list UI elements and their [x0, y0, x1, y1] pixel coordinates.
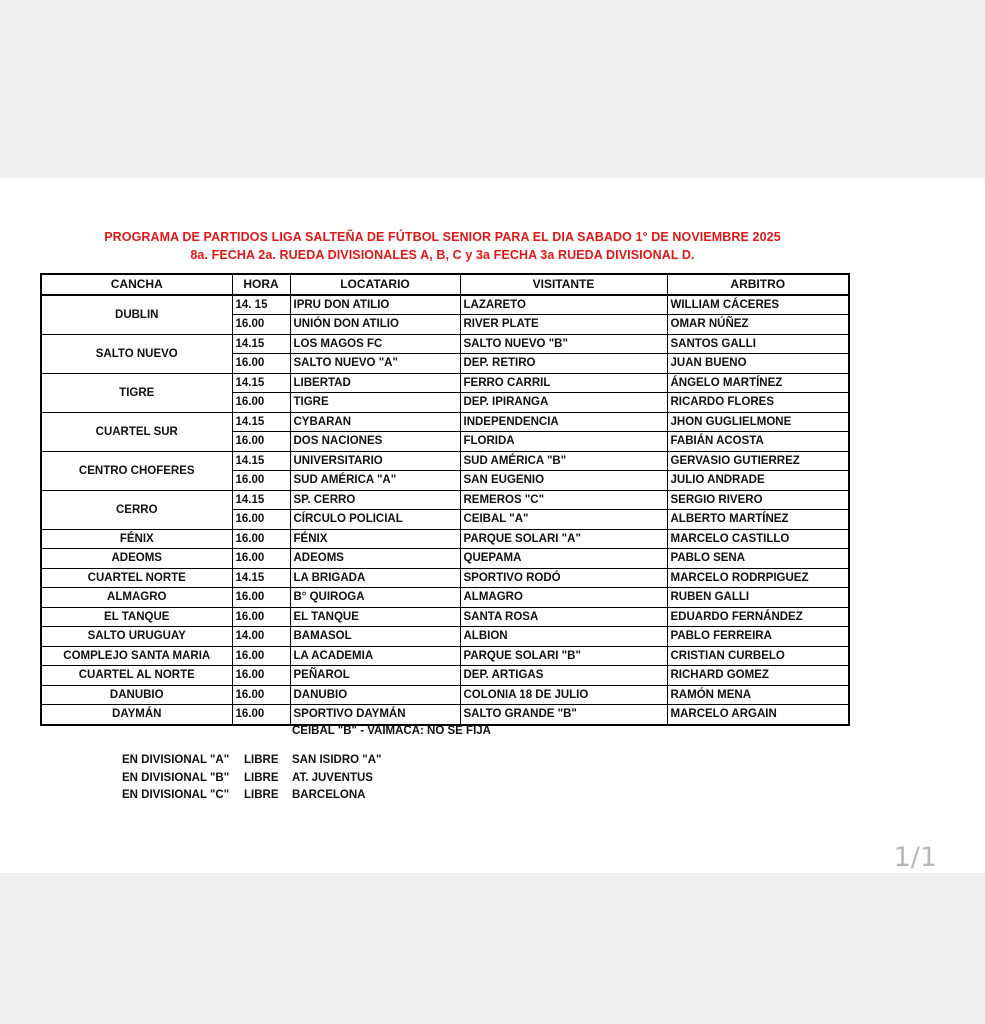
arbitro-cell: RAMÓN MENA — [667, 685, 849, 705]
table-row — [41, 666, 849, 686]
arbitro-cell: ALBERTO MARTÍNEZ — [667, 510, 849, 530]
locatario-cell: IPRU DON ATILIO — [290, 295, 460, 315]
hora-cell: 14.00 — [232, 627, 290, 647]
visitante-cell: FERRO CARRIL — [460, 373, 667, 393]
cancha-cell: TIGRE — [41, 373, 232, 412]
fixture-body — [41, 295, 849, 725]
cancha-cell: DAYMÁN — [41, 705, 232, 725]
libre-divisional: EN DIVISIONAL "C" — [122, 789, 230, 801]
arbitro-cell: WILLIAM CÁCERES — [667, 295, 849, 315]
libre-divisional: EN DIVISIONAL "B" — [122, 771, 230, 784]
locatario-cell: ADEOMS — [290, 549, 460, 569]
locatario-cell: FÉNIX — [290, 529, 460, 549]
arbitro-cell: RICARDO FLORES — [667, 393, 849, 413]
hora-cell: 14.15 — [232, 412, 290, 432]
hora-cell: 16.00 — [232, 685, 290, 705]
visitante-cell: RIVER PLATE — [460, 315, 667, 335]
table-row — [41, 588, 849, 608]
hora-cell: 14. 15 — [232, 295, 290, 315]
locatario-cell: BAMASOL — [290, 627, 460, 647]
hora-cell: 16.00 — [232, 432, 290, 452]
visitante-cell: DEP. ARTIGAS — [460, 666, 667, 686]
table-row — [41, 373, 849, 393]
hora-cell: 16.00 — [232, 607, 290, 627]
locatario-cell: LIBERTAD — [290, 373, 460, 393]
title-line-1: PROGRAMA DE PARTIDOS LIGA SALTEÑA DE FÚTBOL SENIOR PARA EL DIA SABADO 1° DE NOVIEMBRE 2025 — [104, 230, 781, 244]
visitante-cell: SPORTIVO RODÓ — [460, 568, 667, 588]
cancha-cell: ADEOMS — [41, 549, 232, 569]
locatario-cell: SP. CERRO — [290, 490, 460, 510]
table-row — [41, 295, 849, 315]
title-line-2: 8a. FECHA 2a. RUEDA DIVISIONALES A, B, C y 3a FECHA 3a RUEDA DIVISIONAL D. — [190, 248, 695, 262]
visitante-cell: ALMAGRO — [460, 588, 667, 608]
table-row — [41, 568, 849, 588]
arbitro-cell: JULIO ANDRADE — [667, 471, 849, 491]
cancha-cell: CENTRO CHOFERES — [41, 451, 232, 490]
visitante-cell: PARQUE SOLARI "B" — [460, 646, 667, 666]
fixture-table — [40, 273, 850, 726]
locatario-cell: SUD AMÉRICA "A" — [290, 471, 460, 491]
hora-cell: 14.15 — [232, 451, 290, 471]
locatario-cell: DANUBIO — [290, 685, 460, 705]
cancha-cell: SALTO NUEVO — [41, 334, 232, 373]
table-row — [41, 685, 849, 705]
arbitro-cell: RICHARD GOMEZ — [667, 666, 849, 686]
visitante-cell: FLORIDA — [460, 432, 667, 452]
visitante-cell: DEP. RETIRO — [460, 354, 667, 374]
arbitro-cell: JUAN BUENO — [667, 354, 849, 374]
libres-list — [122, 754, 382, 807]
table-row — [41, 705, 849, 725]
visitante-cell: CEIBAL "A" — [460, 510, 667, 530]
libre-row — [122, 754, 382, 772]
arbitro-cell: SERGIO RIVERO — [667, 490, 849, 510]
libre-team: SAN ISIDRO "A" — [292, 754, 382, 766]
cancha-cell: CUARTEL SUR — [41, 412, 232, 451]
arbitro-cell: PABLO SENA — [667, 549, 849, 569]
arbitro-cell: FABIÁN ACOSTA — [667, 432, 849, 452]
visitante-cell: QUEPAMA — [460, 549, 667, 569]
arbitro-cell: MARCELO RODRPIGUEZ — [667, 568, 849, 588]
hora-cell: 16.00 — [232, 393, 290, 413]
table-row — [41, 627, 849, 647]
hora-cell: 16.00 — [232, 510, 290, 530]
visitante-cell: LAZARETO — [460, 295, 667, 315]
arbitro-cell: PABLO FERREIRA — [667, 627, 849, 647]
table-row — [41, 334, 849, 354]
arbitro-cell: CRISTIAN CURBELO — [667, 646, 849, 666]
cancha-cell: EL TANQUE — [41, 607, 232, 627]
hora-cell: 16.00 — [232, 705, 290, 725]
arbitro-cell: GERVASIO GUTIERREZ — [667, 451, 849, 471]
arbitro-cell: SANTOS GALLI — [667, 334, 849, 354]
cancha-cell: ALMAGRO — [41, 588, 232, 608]
locatario-cell: UNIVERSITARIO — [290, 451, 460, 471]
cancha-cell: CUARTEL NORTE — [41, 568, 232, 588]
locatario-cell: CÍRCULO POLICIAL — [290, 510, 460, 530]
table-row — [41, 412, 849, 432]
cancha-cell: DANUBIO — [41, 685, 232, 705]
hora-cell: 14.15 — [232, 373, 290, 393]
libre-word: LIBRE — [244, 771, 279, 784]
libre-team: AT. JUVENTUS — [292, 771, 373, 784]
locatario-cell: CYBARAN — [290, 412, 460, 432]
table-row — [41, 607, 849, 627]
visitante-cell: SUD AMÉRICA "B" — [460, 451, 667, 471]
libre-word: LIBRE — [244, 789, 279, 801]
locatario-cell: SPORTIVO DAYMÁN — [290, 705, 460, 725]
hora-cell: 16.00 — [232, 354, 290, 374]
locatario-cell: PEÑAROL — [290, 666, 460, 686]
libre-row — [122, 789, 382, 807]
locatario-cell: SALTO NUEVO "A" — [290, 354, 460, 374]
libre-word: LIBRE — [244, 754, 279, 766]
note-text: CEIBAL "B" - VAIMACA: NO SE FIJA — [292, 725, 491, 737]
hora-cell: 14.15 — [232, 568, 290, 588]
visitante-cell: REMEROS "C" — [460, 490, 667, 510]
col-cancha-header: CANCHA — [41, 274, 232, 295]
locatario-cell: LA ACADEMIA — [290, 646, 460, 666]
table-row — [41, 646, 849, 666]
col-hora-header: HORA — [232, 274, 290, 295]
cancha-cell: CUARTEL AL NORTE — [41, 666, 232, 686]
cancha-cell: CERRO — [41, 490, 232, 529]
locatario-cell: LOS MAGOS FC — [290, 334, 460, 354]
document-page — [0, 178, 985, 873]
table-row — [41, 490, 849, 510]
arbitro-cell: MARCELO CASTILLO — [667, 529, 849, 549]
arbitro-cell: OMAR NÚÑEZ — [667, 315, 849, 335]
table-row — [41, 451, 849, 471]
cancha-cell: FÉNIX — [41, 529, 232, 549]
visitante-cell: COLONIA 18 DE JULIO — [460, 685, 667, 705]
locatario-cell: B° QUIROGA — [290, 588, 460, 608]
visitante-cell: ALBION — [460, 627, 667, 647]
page-counter: 1/1 — [893, 842, 937, 873]
locatario-cell: UNIÓN DON ATILIO — [290, 315, 460, 335]
table-row — [41, 529, 849, 549]
libre-team: BARCELONA — [292, 789, 366, 801]
visitante-cell: SALTO GRANDE "B" — [460, 705, 667, 725]
col-visitante-header: VISITANTE — [460, 274, 667, 295]
libre-row — [122, 772, 382, 790]
locatario-cell: LA BRIGADA — [290, 568, 460, 588]
arbitro-cell: EDUARDO FERNÁNDEZ — [667, 607, 849, 627]
hora-cell: 16.00 — [232, 666, 290, 686]
hora-cell: 16.00 — [232, 588, 290, 608]
visitante-cell: PARQUE SOLARI "A" — [460, 529, 667, 549]
arbitro-cell: JHON GUGLIELMONE — [667, 412, 849, 432]
visitante-cell: DEP. IPIRANGA — [460, 393, 667, 413]
col-locatario-header: LOCATARIO — [290, 274, 460, 295]
hora-cell: 16.00 — [232, 646, 290, 666]
cancha-cell: COMPLEJO SANTA MARIA — [41, 646, 232, 666]
visitante-cell: SALTO NUEVO "B" — [460, 334, 667, 354]
hora-cell: 16.00 — [232, 529, 290, 549]
table-row — [41, 549, 849, 569]
hora-cell: 16.00 — [232, 549, 290, 569]
hora-cell: 14.15 — [232, 490, 290, 510]
visitante-cell: SAN EUGENIO — [460, 471, 667, 491]
cancha-cell: DUBLIN — [41, 295, 232, 335]
hora-cell: 14.15 — [232, 334, 290, 354]
arbitro-cell: ÁNGELO MARTÍNEZ — [667, 373, 849, 393]
locatario-cell: DOS NACIONES — [290, 432, 460, 452]
hora-cell: 16.00 — [232, 315, 290, 335]
libre-divisional: EN DIVISIONAL "A" — [122, 754, 230, 766]
col-arbitro-header: ARBITRO — [667, 274, 849, 295]
locatario-cell: EL TANQUE — [290, 607, 460, 627]
cancha-cell: SALTO URUGUAY — [41, 627, 232, 647]
locatario-cell: TIGRE — [290, 393, 460, 413]
arbitro-cell: MARCELO ARGAIN — [667, 705, 849, 725]
visitante-cell: SANTA ROSA — [460, 607, 667, 627]
hora-cell: 16.00 — [232, 471, 290, 491]
visitante-cell: INDEPENDENCIA — [460, 412, 667, 432]
arbitro-cell: RUBEN GALLI — [667, 588, 849, 608]
table-header-row — [41, 274, 849, 295]
